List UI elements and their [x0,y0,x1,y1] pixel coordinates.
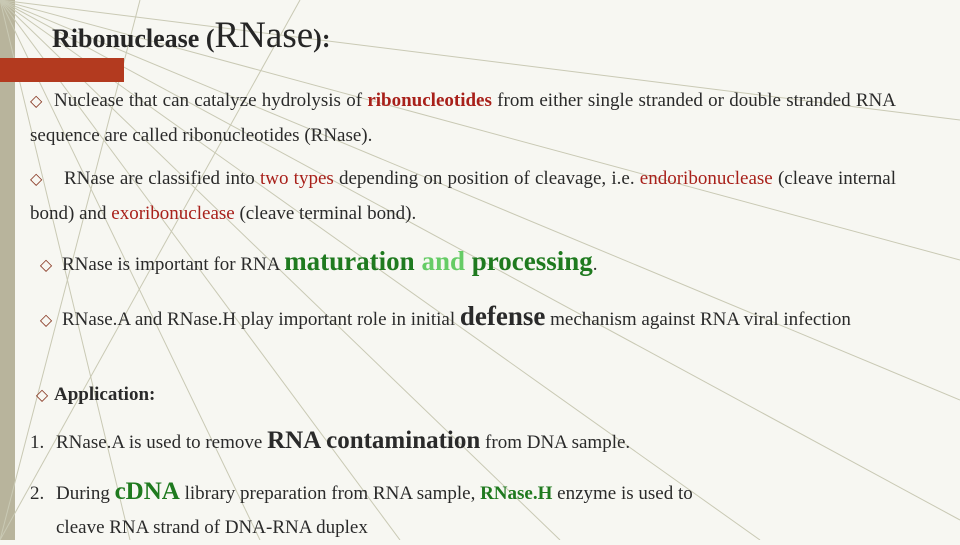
list-number: 2. [30,483,45,504]
diamond-bullet-icon: ◇ [35,387,49,404]
highlight-and: and [414,246,472,276]
list-number: 1. [30,432,45,453]
highlight-rna-contamination: RNA contamination [267,427,481,454]
paragraph-defense: ◇ RNase.A and RNase.H play important role in initial defense mechanism against RNA viral infection [30,299,896,338]
highlight-rnase-h: RNase.H [480,483,553,504]
diamond-bullet-icon: ◇ [39,312,53,329]
highlight-cdna: cDNA [114,478,180,505]
highlight-endoribonuclease: endoribonuclease [639,168,773,189]
title-rnase: RNase [214,15,314,56]
paragraph-types: ◇ RNase are classified into two types depending on position of cleavage, i.e. endoribonuclease (cleave internal bond) and exoribonuclease (cleave terminal bond). [30,162,896,231]
paragraph-definition: ◇ Nuclease that can catalyze hydrolysis of ribonucleotides from either single stranded or double stranded RNA sequence are called ribonucleotides (RNase). [30,84,896,153]
highlight-ribonucleotides: ribonucleotides [367,90,492,111]
application-heading: Application: [54,384,156,405]
accent-bar [0,58,124,82]
diamond-bullet-icon: ◇ [30,93,43,110]
highlight-exoribonuclease: exoribonuclease [111,203,235,224]
highlight-defense: defense [459,301,546,331]
highlight-processing: processing [471,246,593,276]
diamond-bullet-icon: ◇ [39,257,53,274]
paragraph-importance: ◇ RNase is important for RNA maturation and processing. [30,244,896,283]
list-item-1: 1. RNase.A is used to remove RNA contamination from DNA sample. [30,424,896,460]
highlight-maturation: maturation [284,246,415,276]
diamond-bullet-icon: ◇ [30,171,43,188]
highlight-two-types: two types [259,168,334,189]
paragraph-application [30,378,896,413]
list-item-2: 2. During cDNA library preparation from RNA sample, RNase.H enzyme is used to cleave RNA strand of DNA-RNA duplex [30,478,693,538]
slide-title: Ribonuclease (RNase): [52,15,331,56]
